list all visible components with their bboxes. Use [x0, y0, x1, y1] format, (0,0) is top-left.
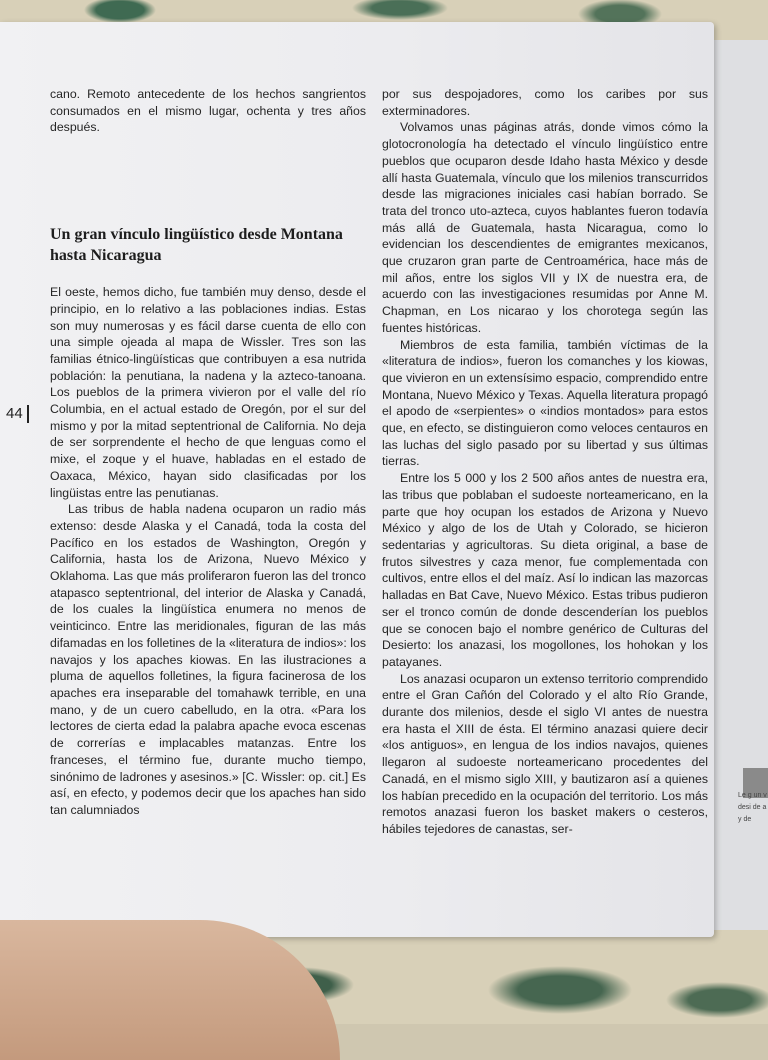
- page-number: 44: [6, 405, 29, 423]
- left-column: [50, 86, 366, 819]
- right-paragraph-1: Volvamos unas páginas atrás, donde vimos cómo la glotocronología ha detectado el vínculo lingüístico entre pueblos que ocuparon desde Idaho hasta México y desde allí hasta Guatemala, vínculo que los milenios transcurridos desde las migraciones iniciales casi habían borrado. Se trata del tronco uto-azteca, cuyos hablantes fueron todavía más allá de Guatemala, hasta Nicaragua, como lo evidencian los descendientes de emigrantes mexicanos, que cruzaron gran parte de Centroamérica, hace más de mil años, entre los siglos VII y IX de nuestra era, de acuerdo con las investigaciones resumidas por Anne M. Chapman, en Los nicarao y los chorotega según las fuentes históricas.: [382, 120, 708, 335]
- section-heading: Un gran vínculo lingüístico desde Montana hasta Nicaragua: [50, 226, 343, 265]
- right-intro-paragraph: por sus despojadores, como los caribes por sus exterminadores.: [382, 87, 708, 118]
- left-paragraph-1: El oeste, hemos dicho, fue también muy denso, desde el principio, en lo relativo a las poblaciones indias. Estas son muy numerosas y es fácil darse cuenta de ello con una simple ojeada al mapa de Wissler. Tres son las familias étnico-lingüísticas que contribuyen a esa nutrida población: la penutiana, la nadena y la azteco-tanoana. Los pueblos de la primera vivieron por el valle del río Columbia, en el actual estado de Oregón, por el sur del mismo y por la mitad septentrional de California. No deja de ser sorprendente el hecho de que lenguas como el mixe, el zoque y el huave, habladas en el estado de Oaxaca, México, hayan sido clasificadas por los lingüistas entre las penutianas.: [50, 285, 366, 500]
- right-paragraph-4: Los anazasi ocuparon un extenso territorio comprendido entre el Gran Cañón del Colorado y el alto Río Grande, durante dos milenios, desde el siglo VI antes de nuestra era hasta el XIII de ésta. El término anazasi quiere decir «los antiguos», en lengua de los indios navajos, quienes llegaron al sudoeste norteamericano procedentes del Canadá, en el mismo siglo XIII, y bautizaron así a quienes los habían precedido en la ocupación del territorio. Los más remotos anazasi fueron los basket makers o cesteros, hábiles tejedores de canastas, ser-: [382, 671, 708, 836]
- right-column: [382, 86, 708, 838]
- book-page: [0, 22, 714, 937]
- left-paragraph-2: Las tribus de habla nadena ocuparon un radio más extenso: desde Alaska y el Canadá, toda la costa del Pacífico en los estados de Washington, Oregón y California, hasta los de Arizona, Nuevo México y Oklahoma. Las que más proliferaron fueron las del tronco atapasco septentrional, del interior de Alaska y Canadá, de los cuales la lingüística enumera no menos de veinticinco. Entre las meridionales, figuran de las más difamadas en los folletines de la «literatura de indios»: los navajos y los apaches kiowas. En las ilustraciones a pluma de aquellos folletines, la figura facinerosa de los apaches era inseparable del tomahawk terrible, en una mano, y de un cuero cabelludo, en la otra. «Para los lectores de cierta edad la palabra apache evoca escenas de correrías e implacables matanzas. Entre los franceses, el término fue, durante mucho tiempo, sinónimo de ladrones y asesinos.» [C. Wissler: op. cit.] Es así, en efecto, y podemos decir que los apaches han sido tan calumniados: [50, 502, 366, 817]
- right-paragraph-2: Miembros de esta familia, también víctimas de la «literatura de indios», fueron los comanches y los kiowas, que vivieron en un extensísimo espacio, comprendido entre Montana, Nuevo México y Texas. Aquella literatura propagó el apodo de «serpientes» o «indios montados» para estos que, en efecto, se distinguieron como veloces centauros en las luchas del siglo pasado por su libertad y sus últimas tierras.: [382, 337, 708, 469]
- left-intro-paragraph: cano. Remoto antecedente de los hechos sangrientos consumados en el mismo lugar, ochenta y tres años después.: [50, 87, 366, 135]
- next-page-snippet: Le g un v desi de a y de: [738, 792, 767, 823]
- right-paragraph-3: Entre los 5 000 y los 2 500 años antes de nuestra era, las tribus que poblaban el sudoeste norteamericano, en la parte que hoy ocupan los estados de Arizona y Nuevo México y algo de los de Utah y Colorado, se hicieron sedentarias y agricultoras. Su dieta original, a base de frutos silvestres y caza menor, fue complementada con cultivos, entre ellos el del maíz. Así lo indican las mazorcas halladas en Bat Cave, Nuevo México. Estas tribus pudieron ser el tronco común de donde descenderían los pueblos que se conocen bajo el nombre genérico de Culturas del Desierto: los anazasi, los mogollones, los hohokan y los patayanes.: [382, 471, 708, 669]
